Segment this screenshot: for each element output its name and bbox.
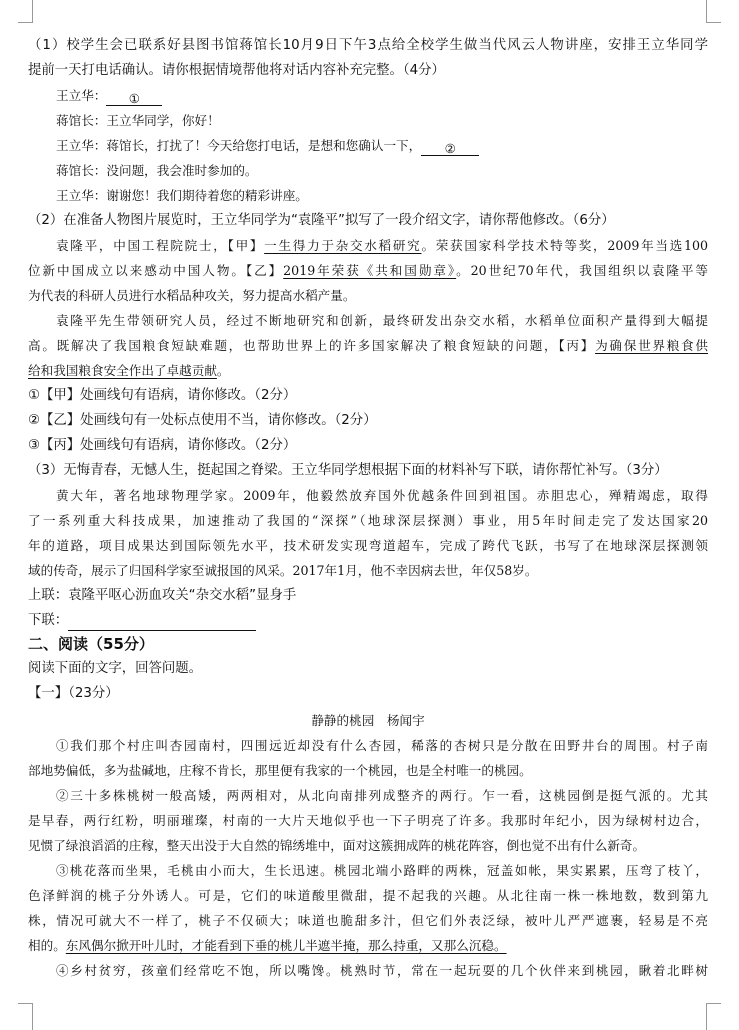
q2-passage-line-2 — [28, 261, 708, 281]
passage-text: 位新中国成立以来感动中国人物。 — [28, 263, 246, 278]
q3-prompt: （3）无悔青春，无憾人生，挺起国之脊梁。王立华同学想根据下面的材料补写下联，请你帮忙补写。（3分） — [28, 463, 668, 478]
passage-text: 袁隆平，中国工程院院士， — [56, 238, 228, 253]
answer-blank-2[interactable]: ② — [421, 139, 479, 156]
underlined-sentence-bing-cont: 给和我国粮食安全作出了卓越贡献 — [28, 363, 217, 378]
mark-yi: 【乙】 — [245, 263, 284, 278]
article-para-1-line-2: 部地势偏低，多为盐碱地，庄稼不肯长，那里便有我家的一个桃园，也是全村唯一的桃园。 — [28, 763, 532, 778]
article-para-3-line-1: ③桃花落而坐果，毛桃由小而大，生长迅速。桃园北端小路畔的两株，冠盖如帐，果实累累，压弯了枝丫， — [56, 863, 708, 878]
article-para-3-line-4 — [28, 936, 708, 956]
q2-passage-line-5 — [28, 336, 708, 356]
q2-subquestion-1: ①【甲】处画线句有语病，请你修改。（2分） — [28, 388, 297, 403]
passage-text: 相的。 — [28, 938, 66, 953]
q2-passage-line-3: 为代表的科研人员进行水稻品种攻关，努力提高水稻产量。 — [28, 288, 356, 303]
article-title: 静静的桃园 杨闻宇 — [311, 713, 425, 728]
article-para-3-line-3: 株，情况可就大不一样了，桃子不仅硕大；味道也脆甜多汁，但它们外表泛绿，被叶儿严严遮裹，轻易是不亮 — [28, 913, 708, 928]
mark-jia: 【甲】 — [227, 238, 265, 253]
couplet-upper: 上联：袁隆平呕心沥血攻关“杂交水稻”显身手 — [28, 588, 297, 603]
q2-passage-line-1 — [56, 236, 708, 256]
dialogue-text: 王立华：蒋馆长，打扰了！今天给您打电话，是想和您确认一下， — [56, 138, 422, 153]
underlined-sentence: 东风偶尔掀开叶儿时，才能看到下垂的桃儿半遮半掩，那么持重，又那么沉稳。 — [65, 938, 507, 953]
dialogue-line-2: 蒋馆长：王立华同学，你好！ — [56, 113, 220, 128]
answer-blank-1[interactable]: ① — [106, 89, 162, 106]
q2-prompt: （2）在准备人物图片展览时，王立华同学为“袁隆平”拟写了一段介绍文字，请你帮他修改。（6分） — [28, 213, 615, 228]
underlined-sentence-bing: 为确保世界粮食供 — [595, 338, 708, 353]
underlined-sentence-jia: 一生得力于杂交水稻研究 — [264, 238, 422, 253]
q3-material-line-4: 域的传奇，展示了归国科学家至诚报国的风采。2017年1月，他不幸因病去世，年仅58岁。 — [28, 563, 538, 578]
underlined-sentence-yi: 2019年荣获《共和国勋章》 — [283, 263, 457, 278]
crop-mark-bottom-right — [706, 1003, 721, 1030]
q1-prompt-line-2: 提前一天打电话确认。请你根据情境帮他将对话内容补充完整。（4分） — [28, 63, 445, 78]
q3-material-line-1: 黄大年，著名地球物理学家。2009年，他毅然放弃国外优越条件回到祖国。赤胆忠心，殚精竭虑，取得 — [56, 488, 708, 503]
mark-bing: 【丙】 — [558, 338, 596, 353]
q2-passage-line-4: 袁隆平先生带领研究人员，经过不断地研究和创新，最终研发出杂交水稻，水稻单位面积产量得到大幅提 — [56, 313, 708, 328]
q1-prompt-line-1: （1）校学生会已联系好县图书馆蒋馆长10月9日下午3点给全校学生做当代风云人物讲座，安排王立华同学 — [28, 38, 708, 53]
article-para-4-line-1: ④乡村贫穷，孩童们经常吃不饱，所以嘴馋。桃熟时节，常在一起玩耍的几个伙伴来到桃园，瞅着北畔树 — [56, 963, 708, 978]
crop-mark-top-right — [706, 0, 721, 23]
dialogue-line-3 — [56, 136, 708, 156]
section-heading: 二、阅读（55分） — [28, 635, 154, 653]
article-para-2-line-2: 是早春，两行红粉，明丽璀璨，村南的一大片天地似乎也一下子明亮了许多。我那时年纪小，因为绿树村边合， — [28, 813, 708, 828]
dialogue-line-5: 王立华：谢谢您！我们期待着您的精彩讲座。 — [56, 188, 308, 203]
q3-material-line-2: 了一系列重大科技成果，加速推动了我国的“深探”（地球深层探测）事业，用5年时间走完了发达国家20 — [28, 513, 708, 528]
passage-text: 。20世纪70年代，我国组织以袁隆平等 — [456, 263, 708, 278]
dialogue-line-4: 蒋馆长：没问题，我会准时参加的。 — [56, 163, 258, 178]
article-para-3-line-2: 色泽鲜润的桃子分外诱人。可是，它们的味道酸里微甜，提不起我的兴趣。从北往南一株一株地数，数到第九 — [28, 888, 708, 903]
q2-subquestion-2: ②【乙】处画线句有一处标点使用不当，请你修改。（2分） — [28, 413, 377, 428]
q3-material-line-3: 年的道路，项目成果达到国际领先水平，技术研发实现弯道超车，完成了跨代飞跃，书写了在地球深层探测领 — [28, 538, 708, 553]
passage-text: 高。既解决了我国粮食短缺难题，也帮助世界上的许多国家解决了粮食短缺的问题， — [28, 338, 559, 353]
couplet-lower-blank[interactable] — [68, 614, 256, 631]
reading-instruction: 阅读下面的文字，回答问题。 — [28, 661, 203, 676]
dialogue-speaker: 王立华： — [56, 88, 107, 103]
article-para-2-line-1: ②三十多株桃树一般高矮，两两相对，从北向南排列成整齐的两行。乍一看，这桃园倒是挺气派的。尤其 — [56, 788, 708, 803]
dialogue-line-1 — [56, 86, 708, 106]
crop-mark-top-left — [18, 0, 33, 23]
q2-subquestion-3: ③【丙】处画线句有语病，请你修改。（2分） — [28, 438, 297, 453]
crop-mark-bottom-left — [18, 1003, 33, 1030]
reading-part-label: 【一】（23分） — [28, 686, 119, 701]
article-para-1-line-1: ①我们那个村庄叫杏园南村，四围远近却没有什么杏园，稀落的杏树只是分散在田野井台的周围。村子南 — [56, 738, 708, 753]
passage-text: 。荣获国家科学技术特等奖，2009年当选100 — [421, 238, 708, 253]
article-para-2-line-3: 见惯了绿浪滔滔的庄稼，整天出没于大自然的锦绣堆中，面对这簇拥成阵的桃花阵容，倒也觉不出有什么新奇。 — [28, 838, 646, 853]
q2-passage-line-6 — [28, 361, 708, 381]
passage-text: 。 — [216, 363, 230, 378]
couplet-lower — [28, 611, 708, 631]
couplet-lower-label: 下联： — [28, 613, 69, 628]
